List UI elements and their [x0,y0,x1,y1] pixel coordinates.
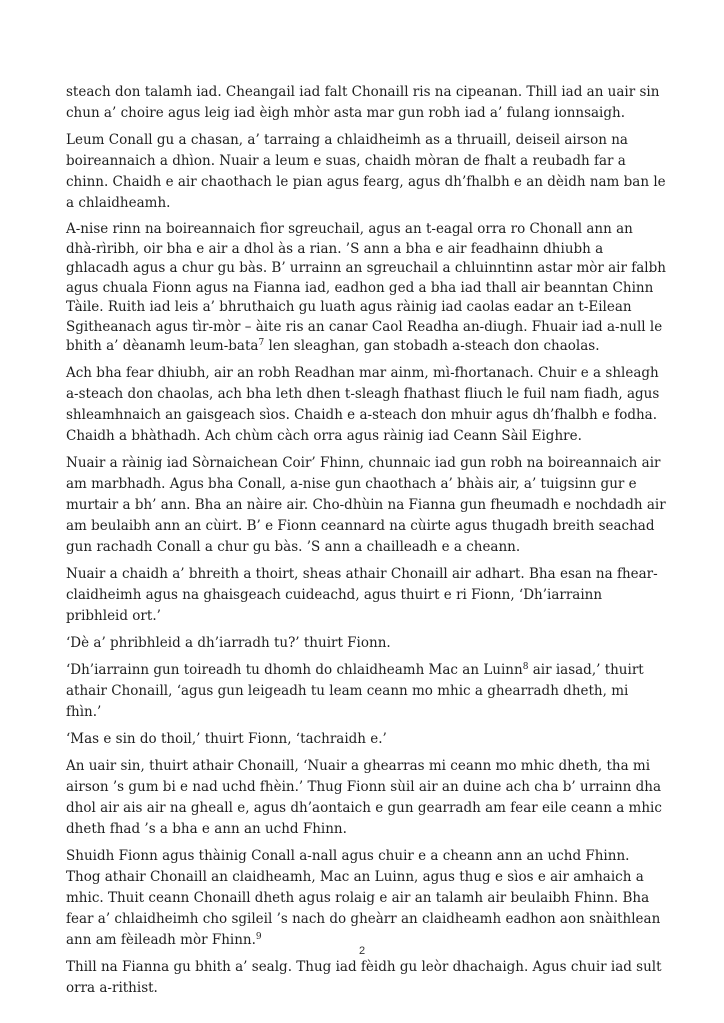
paragraph [66,220,666,357]
paragraph: Ach bha fear dhiubh, air an robh Readhan mar ainm, mì-fhortanach. Chuir e a shleagh a-steach don chaolas, ach bha leth dhen t-sleagh fhathast fliuch le fuil nam fiadh, agus shleamhnaich an gaisgeach sìos. Chaidh e a-steach don mhuir agus dh’fhalbh e fodha. Chaidh a bhàthadh. Ach chùm càch orra agus ràinig iad Ceann Sàil Eighre. [66,364,660,444]
paragraph-text: air iasad,’ thuirt athair Chonaill, ‘agus gun leigeadh tu leam ceann mo mhic a ghearradh dheth, mi fhìn.’ [66,661,644,720]
paragraph-text: A-nise rinn na boireannaich fìor sgreuchail, agus an t-eagal orra ro Chonall ann an dhà-rìribh, oir bha e air a dhol às a rian. ’S ann a bha e air feadhainn dhiubh a ghlacadh agus a chur gu bàs. B’ urrainn an sgreuchail a chluinntinn astar mòr air falbh agus chuala Fionn agus na Fianna iad, eadhon ged a bha iad thall air beanntan Chinn Tàile. Ruith iad leis a’ bhruthaich gu luath agus ràinig iad caolas eadar an t-Eilean Sgitheanach agus tìr-mòr – àite ris an canar Caol Readha an-diugh. Fhuair iad a-null le bhith a’ dèanamh leum-bata [66,221,666,354]
page-number: 2 [358,945,366,957]
footnote-ref[interactable]: 9 [255,931,262,942]
paragraph: ‘Dè a’ phribhleid a dh’iarradh tu?’ thuirt Fionn. [66,634,391,651]
paragraph [66,660,666,723]
paragraph: ‘Mas e sin do thoil,’ thuirt Fionn, ‘tachraidh e.’ [66,730,387,747]
paragraph: Nuair a ràinig iad Sòrnaichean Coir’ Fhinn, chunnaic iad gun robh na boireannaich air am marbhadh. Agus bha Conall, a-nise gun chaothach a’ bhàis air, a’ tuigsinn gur e murtair a bh’ ann. Bha an nàire air. Cho-dhùin na Fianna gun fheumadh e nochdadh air am beulaibh ann an cùirt. B’ e Fionn ceannard na cùirte agus thugadh breith seachad gun rachadh Conall a chur gu bàs. ’S ann a chailleadh e a cheann. [66,454,666,555]
paragraph: Nuair a chaidh a’ bhreith a thoirt, sheas athair Chonaill air adhart. Bha esan na fhear-claidheimh agus na ghaisgeach cuideachd, agus thuirt e ri Fionn, ‘Dh’iarrainn pribhleid ort.’ [66,565,658,624]
paragraph [66,846,666,951]
footnote-ref[interactable]: 7 [258,338,265,348]
paragraph: Leum Conall gu a chasan, a’ tarraing a chlaidheimh as a thruaill, deiseil airson na boireannaich a dhìon. Nuair a leum e suas, chaidh mòran de fhalt a reubadh far a chinn. Chaidh e air chaothach le pian agus fearg, agus dh’fhalbh e an dèidh nam ban le a chlaidheamh. [66,132,666,211]
paragraph-text: Shuidh Fionn agus thàinig Conall a-nall agus chuir e a cheann ann an uchd Fhinn. Thog athair Chonaill an claidheamh, Mac an Luinn, agus thug e sìos e air amhaich a mhic. Thuit ceann Chonaill dheth agus rolaig e air an talamh air beulaibh Fhinn. Bha fear a’ chlaidheimh cho sgileil ’s nach do gheàrr an claidheamh eadhon aon snàithlean ann am fèileadh mòr Fhinn. [66,847,661,948]
paragraph: Thill na Fianna gu bhith a’ sealg. Thug iad fèidh gu leòr dhachaigh. Agus chuir iad sult orra a-rithist. [66,958,662,996]
paragraph-text: ‘Dh’iarrainn gun toireadh tu dhomh do chlaidheamh Mac an Luinn [66,661,523,678]
paragraph: An uair sin, thuirt athair Chonaill, ‘Nuair a ghearras mi ceann mo mhic dheth, tha mi airson ’s gum bi e nad uchd fhèin.’ Thug Fionn sùil air an duine ach cha b’ urrainn dha dhol air ais air na gheall e, agus dh’aontaich e gun gearradh am fear eile ceann a mhic dheth fhad ’s a bha e ann an uchd Fhinn. [66,757,662,837]
footnote-ref[interactable]: 8 [522,661,529,672]
paragraph: steach don talamh iad. Cheangail iad falt Chonaill ris na cipeanan. Thill iad an uair sin chun a’ choire agus leig iad èigh mhòr asta mar gun robh iad a’ fulang ionnsaigh. [66,84,660,121]
paragraph-text: len sleaghan, gan stobadh a-steach don chaolas. [268,338,600,354]
body-text [66,82,666,1005]
